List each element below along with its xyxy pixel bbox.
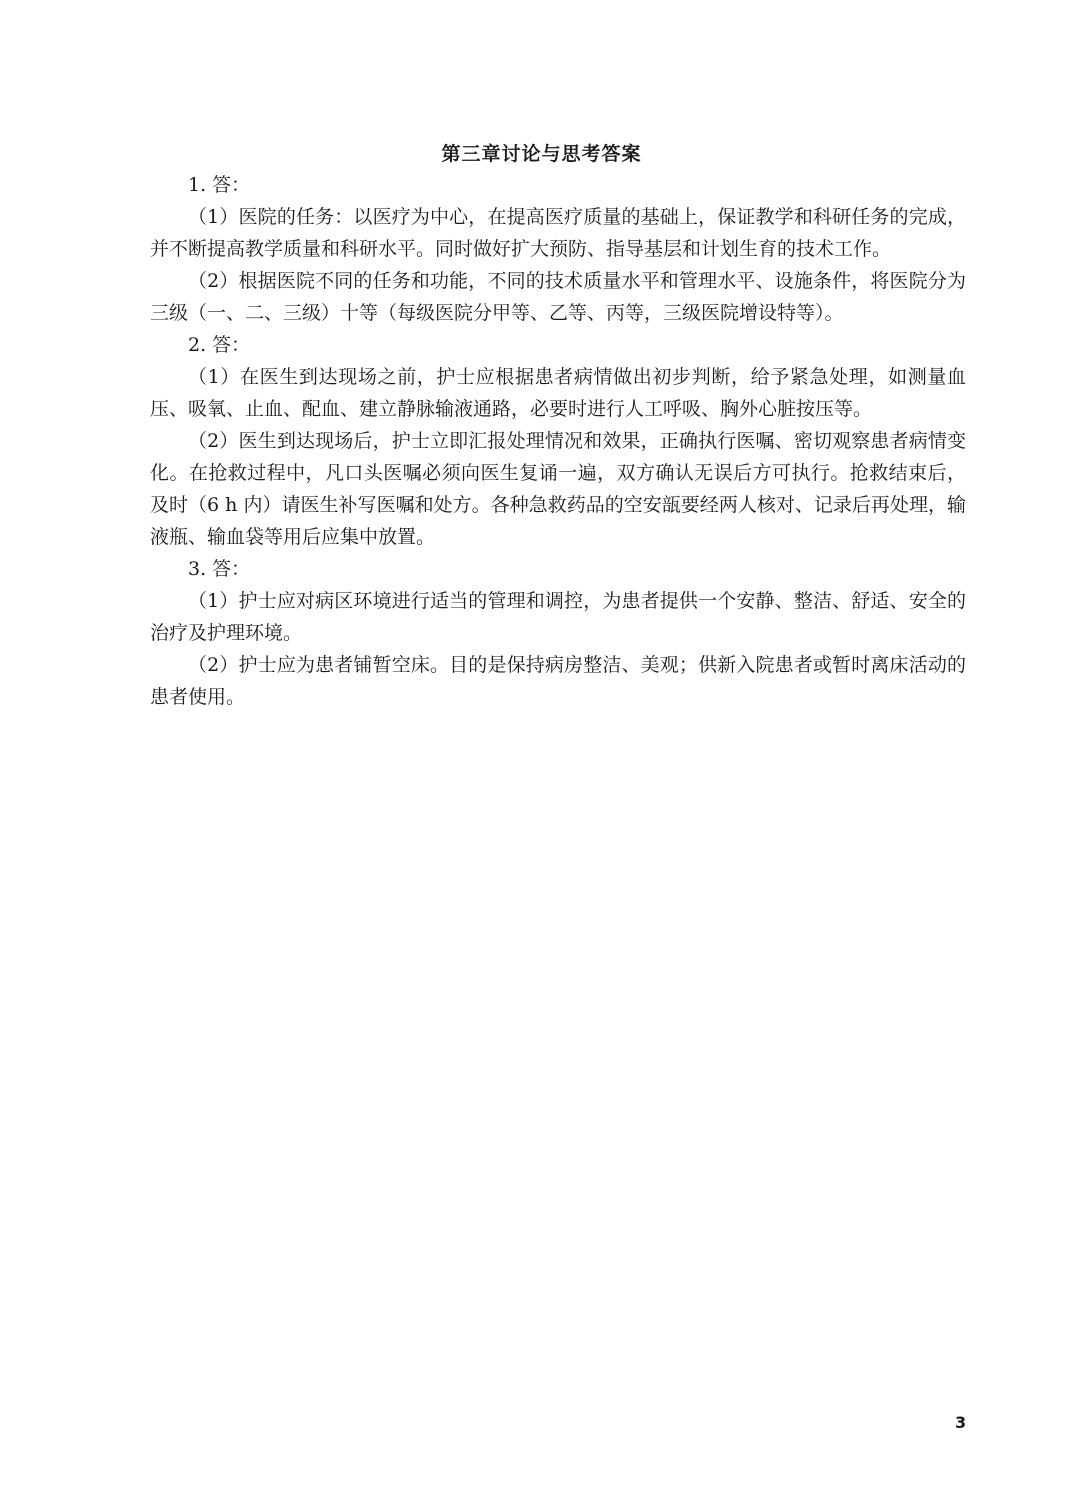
answer-1-part-1: （1）医院的任务：以医疗为中心，在提高医疗质量的基础上，保证教学和科研任务的完成，并不断提高教学质量和科研水平。同时做好扩大预防、指导基层和计划生育的技术工作。 xyxy=(150,206,966,260)
answer-body xyxy=(150,169,966,713)
question-1-label: 1. 答： xyxy=(188,174,251,196)
answer-2-part-1: （1）在医生到达现场之前，护士应根据患者病情做出初步判断，给予紧急处理，如测量血压、吸氧、止血、配血、建立静脉输液通路，必要时进行人工呼吸、胸外心脏按压等。 xyxy=(150,366,966,420)
answer-3-part-2: （2）护士应为患者铺暂空床。目的是保持病房整洁、美观；供新入院患者或暂时离床活动的患者使用。 xyxy=(150,654,966,708)
answer-2-part-2: （2）医生到达现场后，护士立即汇报处理情况和效果，正确执行医嘱、密切观察患者病情变化。在抢救过程中，凡口头医嘱必须向医生复诵一遍，双方确认无误后方可执行。抢救结束后，及时（6 h 内）请医生补写医嘱和处方。各种急救药品的空安瓿要经两人核对、记录后再处理，输液瓶、输血袋等用后应集中放置。 xyxy=(150,430,966,548)
question-2-label: 2. 答： xyxy=(188,334,251,356)
answer-1-part-2: （2）根据医院不同的任务和功能，不同的技术质量水平和管理水平、设施条件，将医院分为三级（一、二、三级）十等（每级医院分甲等、乙等、丙等，三级医院增设特等）。 xyxy=(150,270,966,324)
page-title: 第三章讨论与思考答案 xyxy=(441,143,642,165)
answer-3-part-1: （1）护士应对病区环境进行适当的管理和调控，为患者提供一个安静、整洁、舒适、安全的治疗及护理环境。 xyxy=(150,590,966,644)
question-3-label: 3. 答： xyxy=(188,558,251,580)
page-number: 3 xyxy=(955,1413,967,1432)
